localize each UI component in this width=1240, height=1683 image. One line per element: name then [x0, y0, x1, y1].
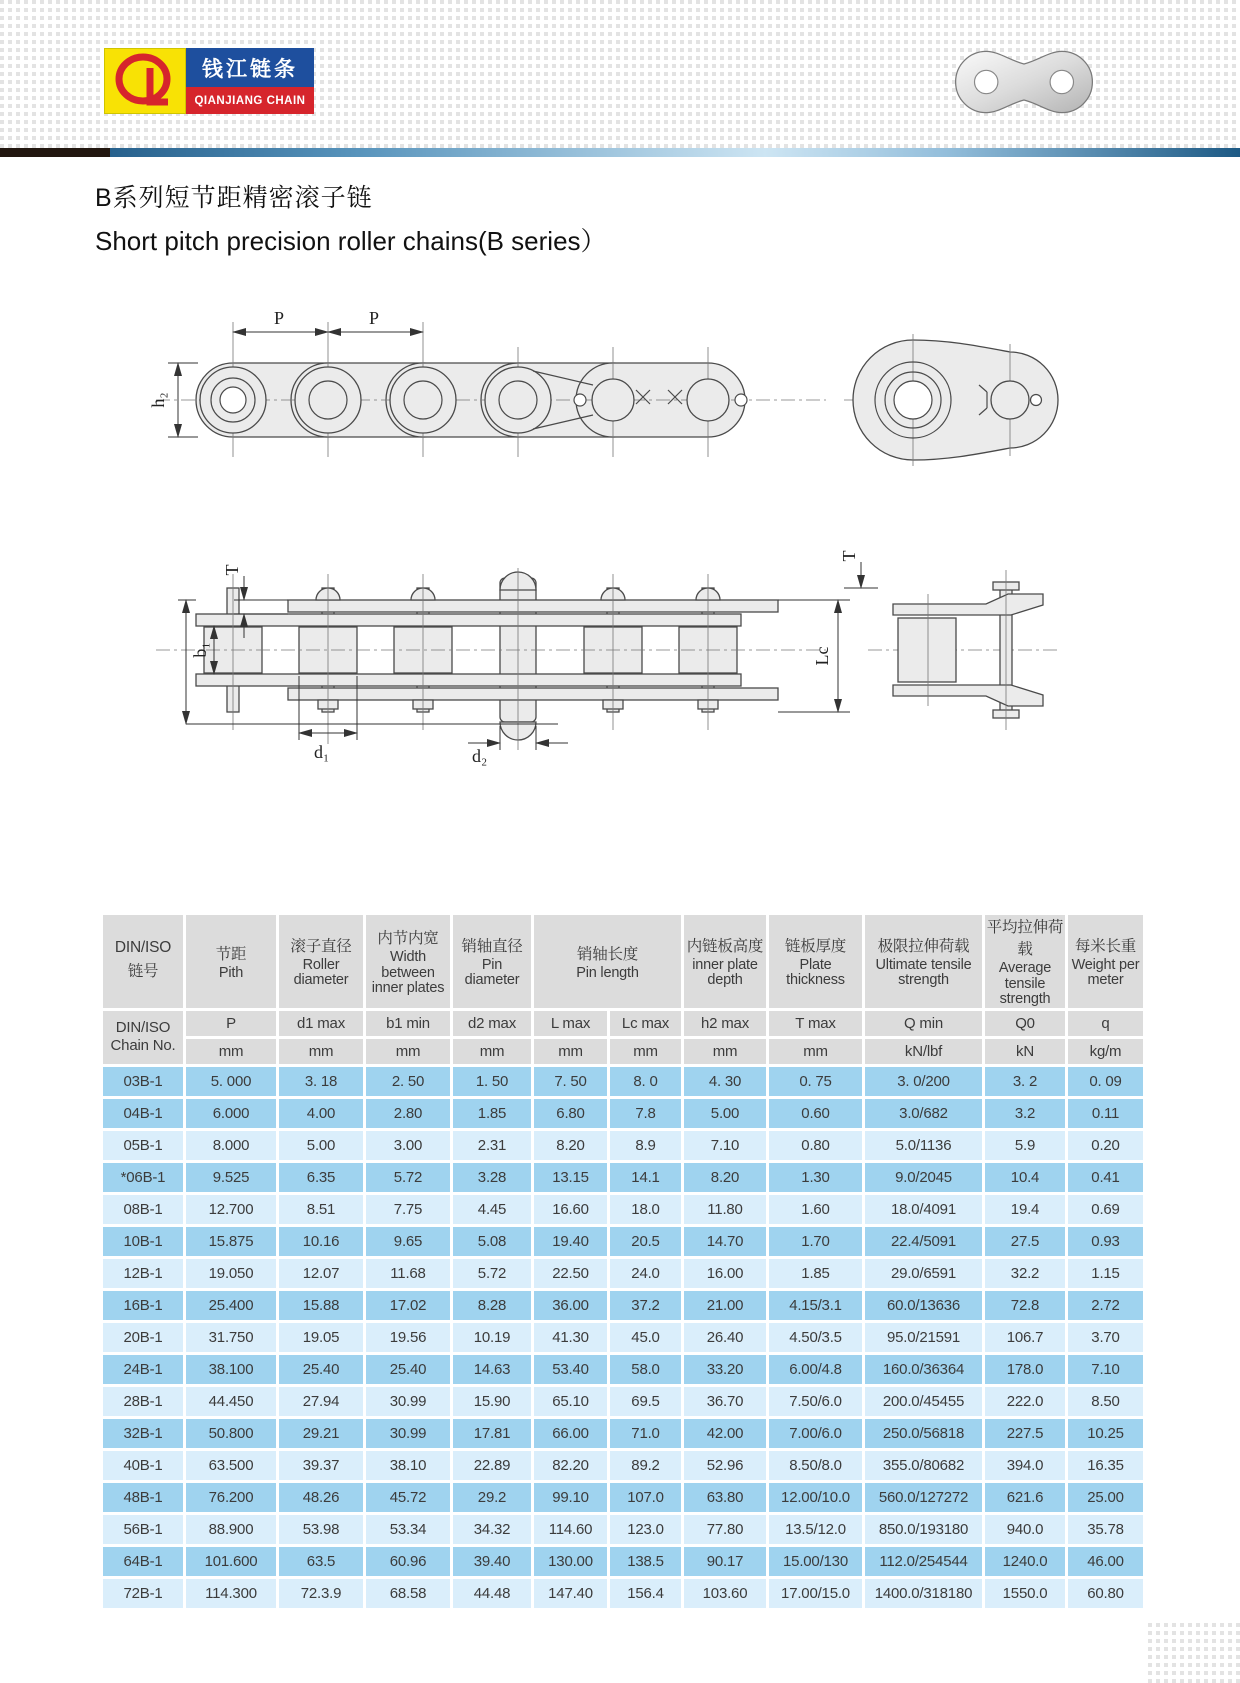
table-row [103, 1387, 1143, 1416]
value-cell: 13.5/12.0 [769, 1515, 862, 1544]
value-cell: 3. 18 [279, 1067, 363, 1096]
footer-dot-pattern [1148, 1619, 1240, 1683]
value-cell: 44.450 [186, 1387, 276, 1416]
value-cell: 7.10 [684, 1131, 766, 1160]
value-cell: 19.05 [279, 1323, 363, 1352]
value-cell: 11.80 [684, 1195, 766, 1224]
value-cell: 560.0/127272 [865, 1483, 982, 1512]
value-cell: 14.63 [453, 1355, 531, 1384]
dim-p-left: P [274, 308, 285, 328]
value-cell: 18.0/4091 [865, 1195, 982, 1224]
value-cell: 29.0/6591 [865, 1259, 982, 1288]
value-cell: 22.50 [534, 1259, 607, 1288]
value-cell: 18.0 [610, 1195, 681, 1224]
value-cell: 5.9 [985, 1131, 1065, 1160]
value-cell: 34.32 [453, 1515, 531, 1544]
table-row [103, 1227, 1143, 1256]
dim-p-right: P [369, 308, 380, 328]
value-cell: 6.80 [534, 1099, 607, 1128]
header-weight-per-meter: 每米长重 Weight per meter [1068, 915, 1143, 1008]
value-cell: 178.0 [985, 1355, 1065, 1384]
value-cell: 15.875 [186, 1227, 276, 1256]
divider-gradient-segment [110, 148, 1240, 157]
value-cell: 36.00 [534, 1291, 607, 1320]
value-cell: 7. 50 [534, 1067, 607, 1096]
table-row [103, 1451, 1143, 1480]
value-cell: 103.60 [684, 1579, 766, 1608]
value-cell: 5.00 [684, 1099, 766, 1128]
value-cell: 45.72 [366, 1483, 450, 1512]
logo-monogram-icon [104, 48, 186, 114]
chain-no-cell: 64B-1 [103, 1547, 183, 1576]
chain-no-cell: 48B-1 [103, 1483, 183, 1512]
value-cell: 30.99 [366, 1387, 450, 1416]
value-cell: 32.2 [985, 1259, 1065, 1288]
symbol-cell: h2 max [684, 1011, 766, 1036]
value-cell: 72.8 [985, 1291, 1065, 1320]
value-cell: 58.0 [610, 1355, 681, 1384]
header-chain-no: DIN/ISO 链号 [103, 915, 183, 1008]
value-cell: 76.200 [186, 1483, 276, 1512]
symbol-cell: d2 max [453, 1011, 531, 1036]
chain-no-cell: 10B-1 [103, 1227, 183, 1256]
value-cell: 16.00 [684, 1259, 766, 1288]
chain-no-cell: 04B-1 [103, 1099, 183, 1128]
table-row [103, 1483, 1143, 1512]
value-cell: 33.20 [684, 1355, 766, 1384]
dim-t-left: T [222, 564, 242, 576]
link-plate-illustration [948, 46, 1100, 118]
value-cell: 2.72 [1068, 1291, 1143, 1320]
value-cell: 53.40 [534, 1355, 607, 1384]
value-cell: 5.72 [453, 1259, 531, 1288]
value-cell: 1240.0 [985, 1547, 1065, 1576]
symbol-cell: L max [534, 1011, 607, 1036]
unit-cell: mm [279, 1039, 363, 1064]
value-cell: 52.96 [684, 1451, 766, 1480]
table-row [103, 1195, 1143, 1224]
value-cell: 1550.0 [985, 1579, 1065, 1608]
chain-no-cell: 08B-1 [103, 1195, 183, 1224]
value-cell: 27.5 [985, 1227, 1065, 1256]
value-cell: 19.56 [366, 1323, 450, 1352]
chain-no-cell: 20B-1 [103, 1323, 183, 1352]
value-cell: 17.02 [366, 1291, 450, 1320]
header-pin-diameter: 销轴直径 Pin diameter [453, 915, 531, 1008]
table-row [103, 1291, 1143, 1320]
value-cell: 8.000 [186, 1131, 276, 1160]
value-cell: 0. 75 [769, 1067, 862, 1096]
value-cell: 112.0/254544 [865, 1547, 982, 1576]
value-cell: 44.48 [453, 1579, 531, 1608]
value-cell: 7.00/6.0 [769, 1419, 862, 1448]
value-cell: 71.0 [610, 1419, 681, 1448]
value-cell: 4.15/3.1 [769, 1291, 862, 1320]
chain-no-cell: 16B-1 [103, 1291, 183, 1320]
value-cell: 19.4 [985, 1195, 1065, 1224]
value-cell: 60.96 [366, 1547, 450, 1576]
header-inner-width: 内节内宽 Width between inner plates [366, 915, 450, 1008]
value-cell: 5.00 [279, 1131, 363, 1160]
value-cell: 621.6 [985, 1483, 1065, 1512]
value-cell: 160.0/36364 [865, 1355, 982, 1384]
value-cell: 7.50/6.0 [769, 1387, 862, 1416]
chain-no-cell: 12B-1 [103, 1259, 183, 1288]
table-row [103, 1131, 1143, 1160]
value-cell: 8.50/8.0 [769, 1451, 862, 1480]
header-inner-plate-depth: 内链板高度 inner plate depth [684, 915, 766, 1008]
value-cell: 4.50/3.5 [769, 1323, 862, 1352]
value-cell: 5.72 [366, 1163, 450, 1192]
value-cell: 53.34 [366, 1515, 450, 1544]
value-cell: 25.40 [279, 1355, 363, 1384]
symbol-cell: Lc max [610, 1011, 681, 1036]
dim-h2: h₂ [148, 392, 168, 408]
value-cell: 0.60 [769, 1099, 862, 1128]
dim-d1: d₁ [314, 742, 330, 762]
value-cell: 1.85 [453, 1099, 531, 1128]
value-cell: 82.20 [534, 1451, 607, 1480]
value-cell: 147.40 [534, 1579, 607, 1608]
symbol-cell: Q0 [985, 1011, 1065, 1036]
value-cell: 8. 0 [610, 1067, 681, 1096]
symbol-cell: q [1068, 1011, 1143, 1036]
value-cell: 60.80 [1068, 1579, 1143, 1608]
logo-en-text: QIANJIANG CHAIN [186, 87, 314, 114]
value-cell: 8.50 [1068, 1387, 1143, 1416]
value-cell: 5.08 [453, 1227, 531, 1256]
chain-side-view-drawing [138, 292, 1068, 502]
chain-no-cell: 03B-1 [103, 1067, 183, 1096]
value-cell: 72.3.9 [279, 1579, 363, 1608]
value-cell: 16.60 [534, 1195, 607, 1224]
value-cell: 16.35 [1068, 1451, 1143, 1480]
value-cell: 9.525 [186, 1163, 276, 1192]
value-cell: 39.40 [453, 1547, 531, 1576]
value-cell: 17.00/15.0 [769, 1579, 862, 1608]
unit-cell: mm [186, 1039, 276, 1064]
value-cell: 250.0/56818 [865, 1419, 982, 1448]
value-cell: 13.15 [534, 1163, 607, 1192]
header-chain-no-en: DIN/ISO Chain No. [103, 1011, 183, 1064]
value-cell: 15.88 [279, 1291, 363, 1320]
value-cell: 39.37 [279, 1451, 363, 1480]
unit-cell: mm [534, 1039, 607, 1064]
value-cell: 38.100 [186, 1355, 276, 1384]
value-cell: 29.2 [453, 1483, 531, 1512]
table-row [103, 1163, 1143, 1192]
value-cell: 48.26 [279, 1483, 363, 1512]
header-pin-length: 销轴长度 Pin length [534, 915, 681, 1008]
value-cell: 14.1 [610, 1163, 681, 1192]
table-row [103, 1579, 1143, 1608]
logo-cn-text: 钱江链条 [186, 48, 314, 87]
value-cell: 5. 000 [186, 1067, 276, 1096]
value-cell: 38.10 [366, 1451, 450, 1480]
value-cell: 940.0 [985, 1515, 1065, 1544]
value-cell: 0.93 [1068, 1227, 1143, 1256]
value-cell: 19.050 [186, 1259, 276, 1288]
value-cell: 14.70 [684, 1227, 766, 1256]
value-cell: 63.5 [279, 1547, 363, 1576]
value-cell: 29.21 [279, 1419, 363, 1448]
unit-cell: mm [610, 1039, 681, 1064]
chain-no-cell: *06B-1 [103, 1163, 183, 1192]
table-row [103, 1259, 1143, 1288]
value-cell: 41.30 [534, 1323, 607, 1352]
symbol-cell: T max [769, 1011, 862, 1036]
value-cell: 8.20 [684, 1163, 766, 1192]
value-cell: 95.0/21591 [865, 1323, 982, 1352]
value-cell: 22.4/5091 [865, 1227, 982, 1256]
value-cell: 200.0/45455 [865, 1387, 982, 1416]
table-row [103, 1547, 1143, 1576]
logo [104, 48, 314, 114]
value-cell: 20.5 [610, 1227, 681, 1256]
chain-no-cell: 28B-1 [103, 1387, 183, 1416]
value-cell: 106.7 [985, 1323, 1065, 1352]
value-cell: 8.9 [610, 1131, 681, 1160]
value-cell: 3.70 [1068, 1323, 1143, 1352]
unit-cell: mm [684, 1039, 766, 1064]
value-cell: 3.28 [453, 1163, 531, 1192]
value-cell: 68.58 [366, 1579, 450, 1608]
value-cell: 8.20 [534, 1131, 607, 1160]
value-cell: 7.8 [610, 1099, 681, 1128]
value-cell: 63.500 [186, 1451, 276, 1480]
table-row [103, 1515, 1143, 1544]
value-cell: 222.0 [985, 1387, 1065, 1416]
value-cell: 4.45 [453, 1195, 531, 1224]
value-cell: 15.90 [453, 1387, 531, 1416]
value-cell: 25.40 [366, 1355, 450, 1384]
value-cell: 10.19 [453, 1323, 531, 1352]
value-cell: 25.00 [1068, 1483, 1143, 1512]
value-cell: 46.00 [1068, 1547, 1143, 1576]
value-cell: 63.80 [684, 1483, 766, 1512]
value-cell: 12.07 [279, 1259, 363, 1288]
symbol-cell: d1 max [279, 1011, 363, 1036]
value-cell: 4.00 [279, 1099, 363, 1128]
symbol-cell: Q min [865, 1011, 982, 1036]
spec-table [100, 912, 1146, 1611]
value-cell: 0.41 [1068, 1163, 1143, 1192]
unit-cell: kN/lbf [865, 1039, 982, 1064]
value-cell: 0.20 [1068, 1131, 1143, 1160]
dim-d2: d₂ [472, 746, 488, 766]
table-row [103, 1419, 1143, 1448]
value-cell: 31.750 [186, 1323, 276, 1352]
value-cell: 7.10 [1068, 1355, 1143, 1384]
value-cell: 6.35 [279, 1163, 363, 1192]
chain-no-cell: 32B-1 [103, 1419, 183, 1448]
divider-bar [0, 148, 1240, 157]
value-cell: 1.70 [769, 1227, 862, 1256]
value-cell: 1. 50 [453, 1067, 531, 1096]
value-cell: 156.4 [610, 1579, 681, 1608]
value-cell: 9.65 [366, 1227, 450, 1256]
table-row [103, 1323, 1143, 1352]
value-cell: 22.89 [453, 1451, 531, 1480]
value-cell: 10.4 [985, 1163, 1065, 1192]
chain-no-cell: 72B-1 [103, 1579, 183, 1608]
unit-cell: mm [453, 1039, 531, 1064]
table-body [103, 1067, 1143, 1608]
table-row [103, 1355, 1143, 1384]
value-cell: 7.75 [366, 1195, 450, 1224]
header-roller-diameter: 滚子直径 Roller diameter [279, 915, 363, 1008]
chain-no-cell: 56B-1 [103, 1515, 183, 1544]
value-cell: 45.0 [610, 1323, 681, 1352]
value-cell: 1.15 [1068, 1259, 1143, 1288]
value-cell: 1.30 [769, 1163, 862, 1192]
header-ultimate-tensile: 极限拉伸荷载 Ultimate tensile strength [865, 915, 982, 1008]
value-cell: 26.40 [684, 1323, 766, 1352]
value-cell: 89.2 [610, 1451, 681, 1480]
chain-no-cell: 40B-1 [103, 1451, 183, 1480]
value-cell: 3.0/682 [865, 1099, 982, 1128]
value-cell: 0.80 [769, 1131, 862, 1160]
value-cell: 6.000 [186, 1099, 276, 1128]
dim-b1: b₁ [190, 642, 210, 658]
dim-lc: Lc [812, 646, 832, 666]
value-cell: 3.00 [366, 1131, 450, 1160]
value-cell: 123.0 [610, 1515, 681, 1544]
value-cell: 90.17 [684, 1547, 766, 1576]
value-cell: 60.0/13636 [865, 1291, 982, 1320]
value-cell: 101.600 [186, 1547, 276, 1576]
value-cell: 12.00/10.0 [769, 1483, 862, 1512]
table-row [103, 1067, 1143, 1096]
value-cell: 27.94 [279, 1387, 363, 1416]
value-cell: 77.80 [684, 1515, 766, 1544]
value-cell: 10.25 [1068, 1419, 1143, 1448]
value-cell: 355.0/80682 [865, 1451, 982, 1480]
chain-no-cell: 24B-1 [103, 1355, 183, 1384]
unit-cell: kN [985, 1039, 1065, 1064]
value-cell: 25.400 [186, 1291, 276, 1320]
dim-t-right: T [839, 550, 859, 562]
page-title-en: Short pitch precision roller chains(B series） [95, 226, 607, 256]
value-cell: 9.0/2045 [865, 1163, 982, 1192]
value-cell: 21.00 [684, 1291, 766, 1320]
value-cell: 42.00 [684, 1419, 766, 1448]
header-average-tensile: 平均拉伸荷载 Average tensile strength [985, 915, 1065, 1008]
value-cell: 65.10 [534, 1387, 607, 1416]
value-cell: 30.99 [366, 1419, 450, 1448]
value-cell: 114.300 [186, 1579, 276, 1608]
page-title-cn: B系列短节距精密滚子链 [95, 184, 373, 212]
value-cell: 11.68 [366, 1259, 450, 1288]
value-cell: 15.00/130 [769, 1547, 862, 1576]
chain-plan-view-drawing [138, 534, 1068, 769]
value-cell: 53.98 [279, 1515, 363, 1544]
value-cell: 1.60 [769, 1195, 862, 1224]
divider-dark-segment [0, 148, 110, 157]
value-cell: 5.0/1136 [865, 1131, 982, 1160]
unit-cell: kg/m [1068, 1039, 1143, 1064]
header-plate-thickness: 链板厚度 Plate thickness [769, 915, 862, 1008]
value-cell: 114.60 [534, 1515, 607, 1544]
value-cell: 36.70 [684, 1387, 766, 1416]
value-cell: 2. 50 [366, 1067, 450, 1096]
value-cell: 850.0/193180 [865, 1515, 982, 1544]
value-cell: 0.69 [1068, 1195, 1143, 1224]
symbol-cell: b1 min [366, 1011, 450, 1036]
value-cell: 24.0 [610, 1259, 681, 1288]
value-cell: 8.28 [453, 1291, 531, 1320]
value-cell: 2.31 [453, 1131, 531, 1160]
value-cell: 1.85 [769, 1259, 862, 1288]
value-cell: 1400.0/318180 [865, 1579, 982, 1608]
header-pitch: 节距 Pith [186, 915, 276, 1008]
value-cell: 66.00 [534, 1419, 607, 1448]
value-cell: 35.78 [1068, 1515, 1143, 1544]
symbol-cell: P [186, 1011, 276, 1036]
unit-cell: mm [366, 1039, 450, 1064]
value-cell: 8.51 [279, 1195, 363, 1224]
value-cell: 19.40 [534, 1227, 607, 1256]
value-cell: 3.2 [985, 1099, 1065, 1128]
value-cell: 99.10 [534, 1483, 607, 1512]
value-cell: 0. 09 [1068, 1067, 1143, 1096]
value-cell: 3. 2 [985, 1067, 1065, 1096]
value-cell: 69.5 [610, 1387, 681, 1416]
unit-cell: mm [769, 1039, 862, 1064]
value-cell: 4. 30 [684, 1067, 766, 1096]
value-cell: 6.00/4.8 [769, 1355, 862, 1384]
value-cell: 37.2 [610, 1291, 681, 1320]
value-cell: 50.800 [186, 1419, 276, 1448]
table-row [103, 1099, 1143, 1128]
value-cell: 17.81 [453, 1419, 531, 1448]
value-cell: 107.0 [610, 1483, 681, 1512]
value-cell: 12.700 [186, 1195, 276, 1224]
chain-no-cell: 05B-1 [103, 1131, 183, 1160]
value-cell: 227.5 [985, 1419, 1065, 1448]
value-cell: 394.0 [985, 1451, 1065, 1480]
value-cell: 2.80 [366, 1099, 450, 1128]
value-cell: 0.11 [1068, 1099, 1143, 1128]
value-cell: 138.5 [610, 1547, 681, 1576]
value-cell: 10.16 [279, 1227, 363, 1256]
value-cell: 88.900 [186, 1515, 276, 1544]
value-cell: 3. 0/200 [865, 1067, 982, 1096]
value-cell: 130.00 [534, 1547, 607, 1576]
